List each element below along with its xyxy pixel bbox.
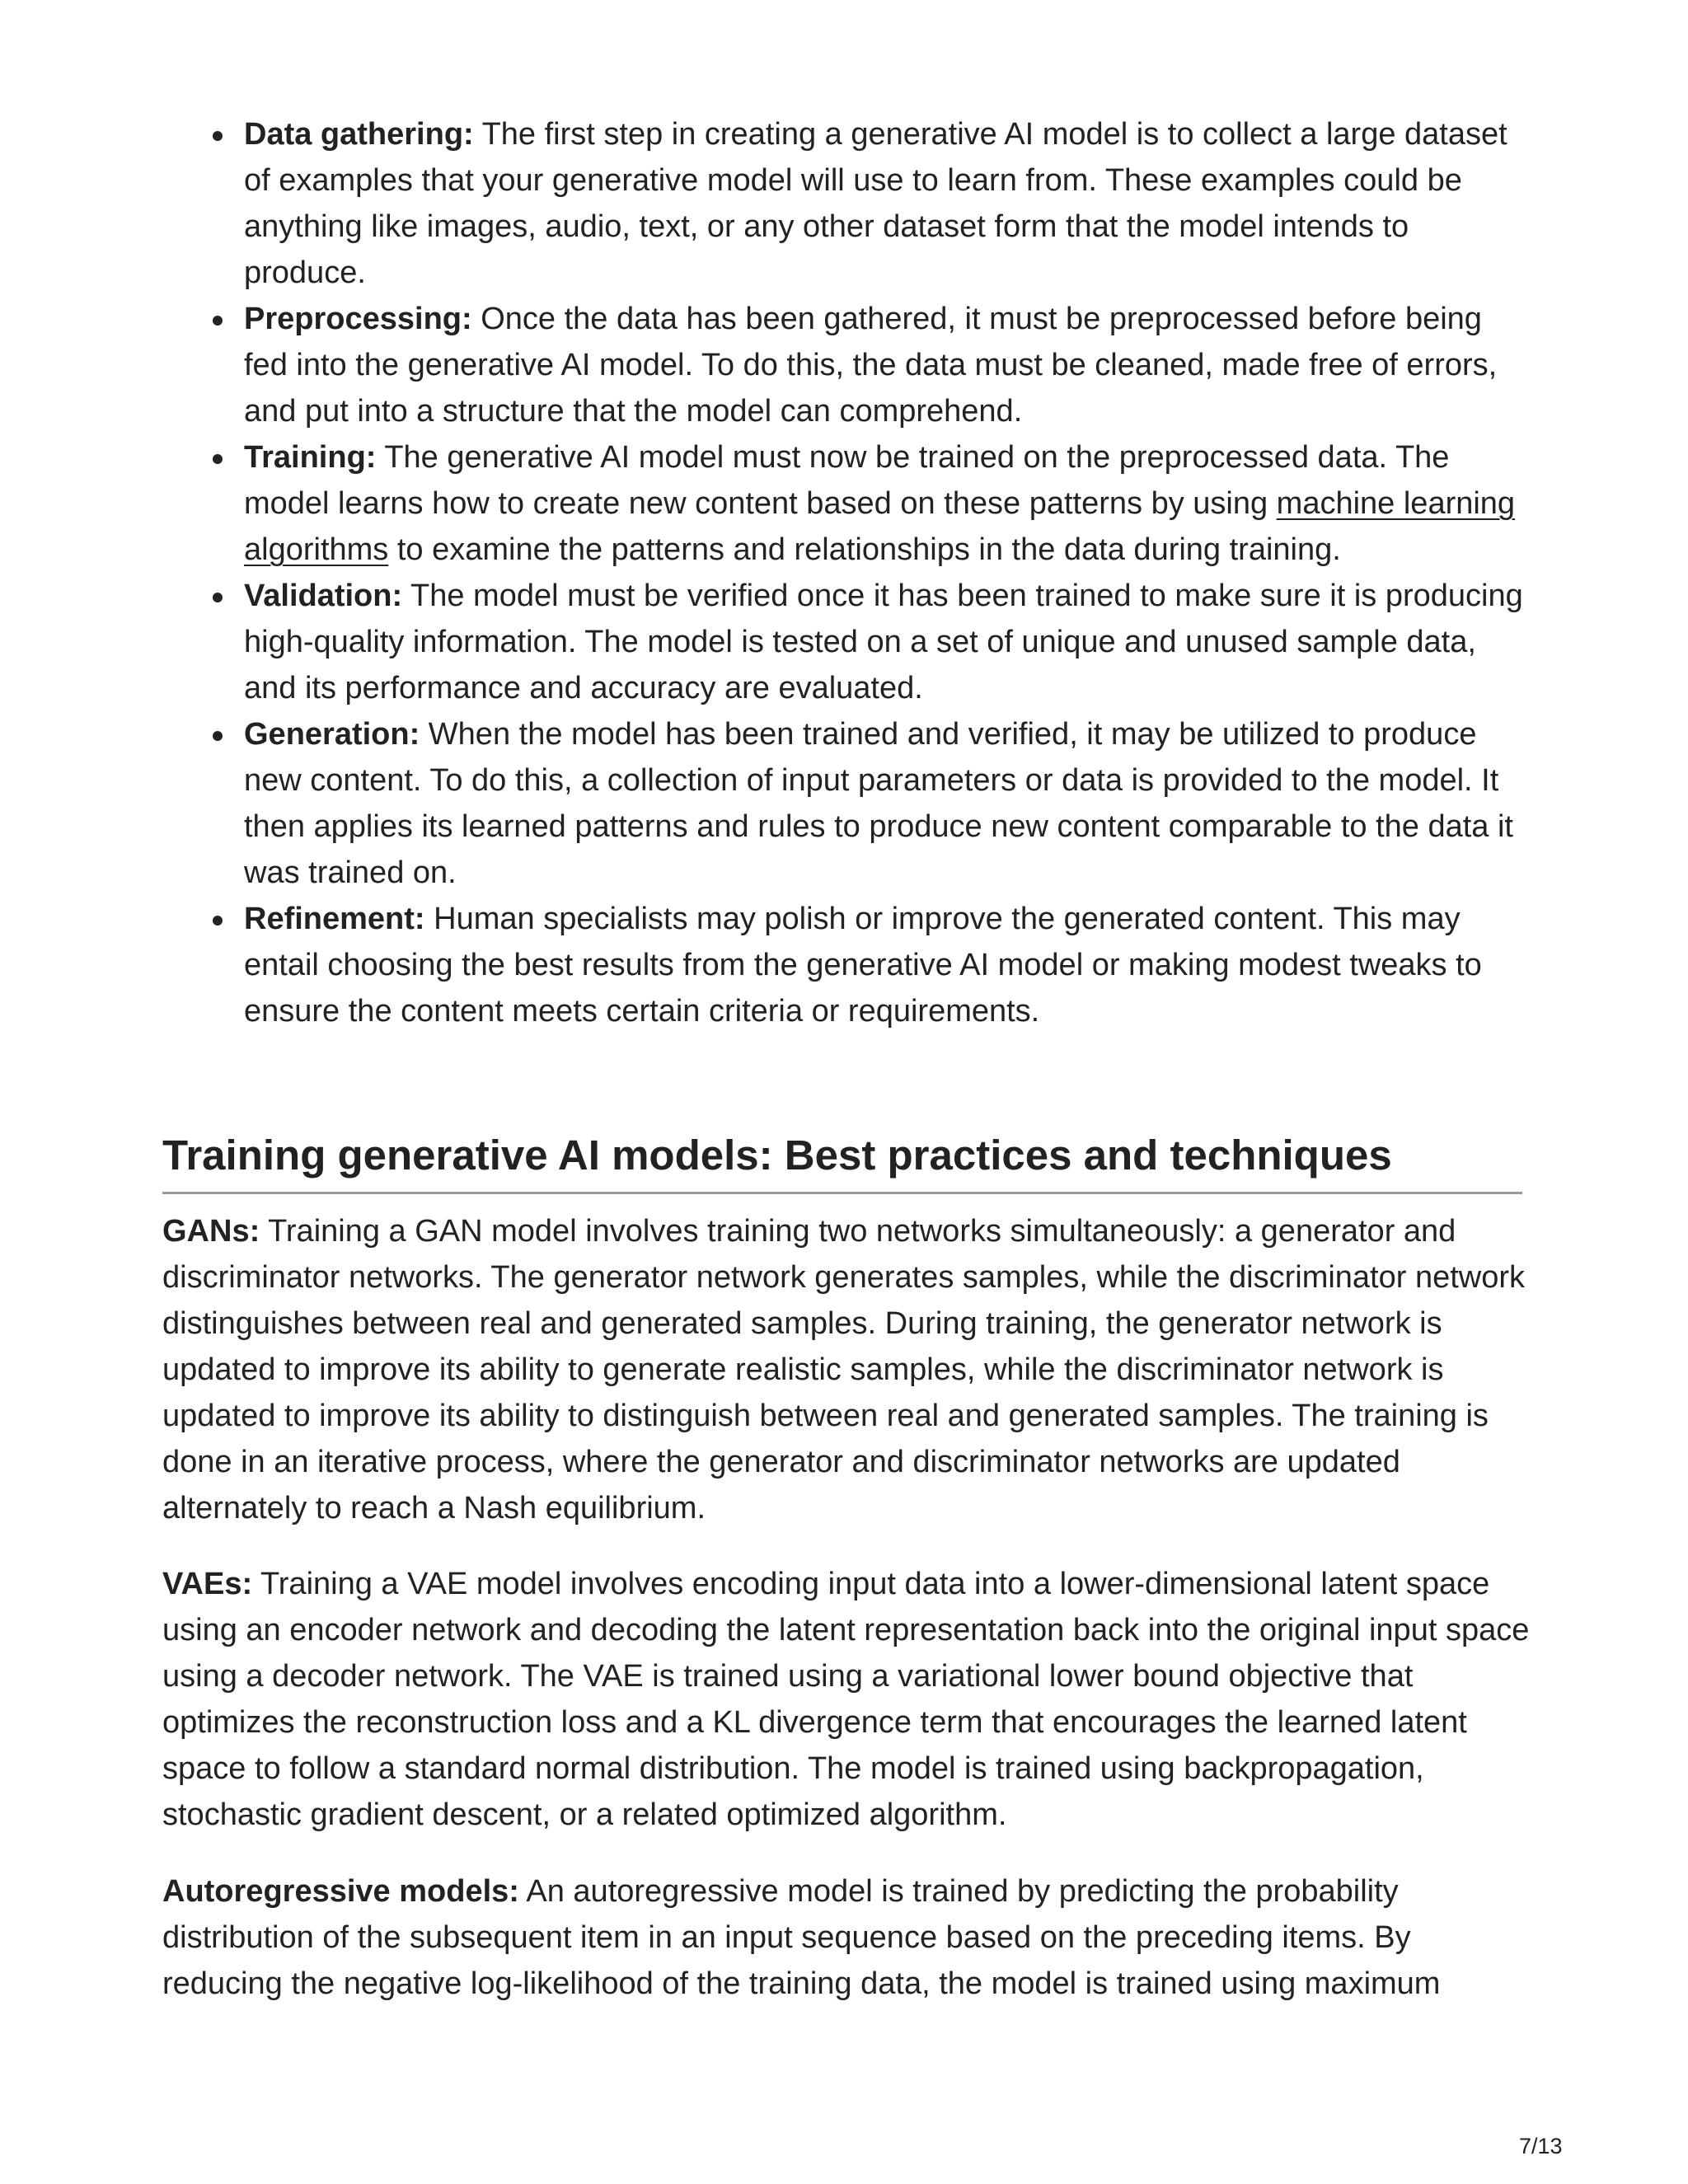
bullet-icon (213, 316, 223, 326)
process-steps-list (244, 111, 1530, 1034)
step-term: Preprocessing: (244, 302, 472, 336)
step-term: Validation: (244, 579, 403, 613)
step-text: The model must be verified once it has been trained to make sure it is producing high-quality information. The model is tested on a set of unique and unused sample data, and its performance and accuracy are evaluated. (244, 579, 1523, 705)
step-term: Generation: (244, 717, 420, 752)
paragraph-term: Autoregressive models: (162, 1874, 519, 1909)
paragraph-gans (162, 1208, 1531, 1531)
step-term: Refinement: (244, 902, 425, 936)
bullet-icon (213, 131, 223, 141)
step-text: to examine the patterns and relationships in the data during training. (388, 532, 1341, 567)
step-text: When the model has been trained and verified, it may be utilized to produce new content. To do this, a collection of input parameters or data is provided to the model. It then applies its learned patterns and rules to produce new content comparable to the data it was trained on. (244, 717, 1513, 890)
bullet-icon (213, 454, 223, 464)
paragraph-text: An autoregressive model is trained by predicting the probability distribution of the subsequent item in an input sequence based on the preceding items. By reducing the negative log-likelihood of the training data, the model is trained using maximum (162, 1874, 1441, 2001)
step-text: Once the data has been gathered, it must be preprocessed before being fed into the generative AI model. To do this, the data must be cleaned, made free of errors, and put into a structure that the model can comprehend. (244, 302, 1498, 429)
paragraph-term: GANs: (162, 1214, 260, 1249)
step-text: Human specialists may polish or improve the generated content. This may entail choosing the best results from the generative AI model or making modest tweaks to ensure the content meets certain criteria or requirements. (244, 902, 1482, 1029)
bullet-icon (213, 731, 223, 741)
list-item-refinement (244, 896, 1530, 1034)
paragraph-text: Training a GAN model involves training two networks simultaneously: a generator and discriminator networks. The generator network generates samples, while the discriminator network distinguishes between real and generated samples. During training, the generator network is updated to improve its ability to generate realistic samples, while the discriminator network is updated to improve its ability to distinguish between real and generated samples. The training is done in an iterative process, where the generator and discriminator networks are updated alternately to reach a Nash equilibrium. (162, 1214, 1526, 1526)
list-item-generation (244, 711, 1530, 896)
bullet-icon (213, 593, 223, 602)
page-number: 7/13 (1519, 2134, 1563, 2158)
machine-learning-algorithms-link[interactable]: machine learning algorithms (244, 486, 1516, 567)
section-heading: Training generative AI models: Best practices and techniques (162, 1132, 1392, 1179)
step-term: Training: (244, 440, 377, 475)
list-item-training (244, 434, 1530, 573)
paragraph-autoregressive (162, 1868, 1531, 2007)
paragraph-text: Training a VAE model involves encoding input data into a lower-dimensional latent space using an encoder network and decoding the latent representation back into the original input space using a decoder network. The VAE is trained using a variational lower bound objective that optimizes the reconstruction loss and a KL divergence term that encourages the learned latent space to follow a standard normal distribution. The model is trained using backpropagation, stochastic gradient descent, or a related optimized algorithm. (162, 1567, 1530, 1832)
list-item-validation (244, 573, 1530, 711)
step-text: The generative AI model must now be trained on the preprocessed data. The model learns how to create new content based on these patterns by using (244, 440, 1450, 521)
list-item-preprocessing (244, 296, 1530, 434)
heading-divider (162, 1192, 1522, 1194)
paragraph-term: VAEs: (162, 1567, 253, 1601)
step-term: Data gathering: (244, 117, 474, 152)
list-item-data-gathering (244, 111, 1530, 296)
bullet-icon (213, 916, 223, 926)
step-text: The first step in creating a generative AI model is to collect a large dataset of examples that your generative model will use to learn from. These examples could be anything like images, audio, text, or any other dataset form that the model intends to produce. (244, 117, 1507, 290)
paragraph-vaes (162, 1561, 1531, 1838)
